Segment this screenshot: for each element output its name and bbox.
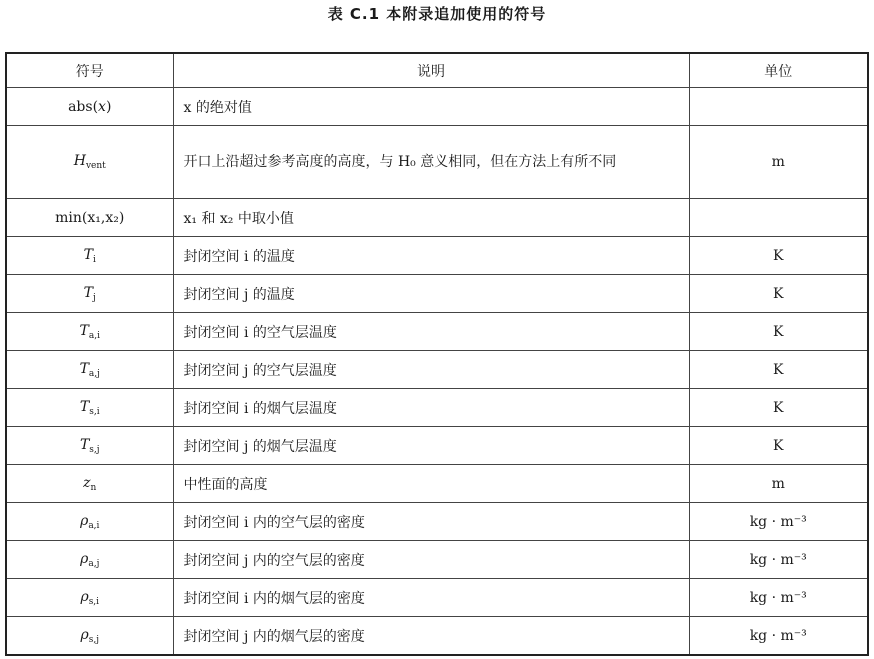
- header-description: 说明: [173, 53, 689, 88]
- table-row: [6, 503, 868, 541]
- symbol-cell: $T_{a,i}$: [6, 313, 173, 351]
- unit-cell: K: [689, 351, 868, 389]
- symbol-cell: $H_{vent}$: [6, 126, 173, 199]
- unit-cell: [689, 88, 868, 126]
- table-caption: 表 C.1 本附录追加使用的符号: [327, 5, 547, 23]
- unit-cell: K: [689, 427, 868, 465]
- symbol-cell: $T_i$: [6, 237, 173, 275]
- unit-cell: m: [689, 465, 868, 503]
- table-row: [6, 617, 868, 656]
- unit-cell: kg · m⁻³: [689, 579, 868, 617]
- symbol-cell: min(x₁,x₂): [6, 199, 173, 237]
- unit-cell: kg · m⁻³: [689, 617, 868, 656]
- table-row: [6, 88, 868, 126]
- header-unit: 单位: [689, 53, 868, 88]
- table-row: [6, 541, 868, 579]
- table-row: [6, 465, 868, 503]
- description-cell: 封闭空间 i 的空气层温度: [173, 313, 689, 351]
- description-cell: 封闭空间 i 的温度: [173, 237, 689, 275]
- unit-cell: K: [689, 275, 868, 313]
- symbol-table: [5, 52, 869, 656]
- description-cell: 封闭空间 i 内的烟气层的密度: [173, 579, 689, 617]
- table-row: [6, 275, 868, 313]
- description-cell: 开口上沿超过参考高度的高度，与 H₀ 意义相同，但在方法上有所不同: [173, 126, 689, 199]
- table-row: [6, 313, 868, 351]
- description-cell: 封闭空间 i 的烟气层温度: [173, 389, 689, 427]
- description-cell: x₁ 和 x₂ 中取小值: [173, 199, 689, 237]
- header-symbol: 符号: [6, 53, 173, 88]
- description-cell: 封闭空间 j 的烟气层温度: [173, 427, 689, 465]
- symbol-cell: $z_n$: [6, 465, 173, 503]
- unit-cell: K: [689, 313, 868, 351]
- unit-cell: m: [689, 126, 868, 199]
- symbol-cell: $T_j$: [6, 275, 173, 313]
- symbol-cell: $\rho_{s,j}$: [6, 617, 173, 656]
- unit-cell: kg · m⁻³: [689, 503, 868, 541]
- description-cell: 封闭空间 j 的温度: [173, 275, 689, 313]
- description-cell: 封闭空间 j 内的空气层的密度: [173, 541, 689, 579]
- table-row: [6, 237, 868, 275]
- unit-cell: kg · m⁻³: [689, 541, 868, 579]
- table-row: [6, 199, 868, 237]
- table-row: [6, 351, 868, 389]
- table-row: [6, 579, 868, 617]
- unit-cell: K: [689, 389, 868, 427]
- description-cell: 封闭空间 j 内的烟气层的密度: [173, 617, 689, 656]
- table-header-row: [6, 53, 868, 88]
- description-cell: 封闭空间 i 内的空气层的密度: [173, 503, 689, 541]
- table-row: [6, 126, 868, 199]
- table-row: [6, 427, 868, 465]
- symbol-cell: $T_{a,j}$: [6, 351, 173, 389]
- symbol-cell: $T_{s,i}$: [6, 389, 173, 427]
- unit-cell: K: [689, 237, 868, 275]
- symbol-cell: $T_{s,j}$: [6, 427, 173, 465]
- description-cell: x 的绝对值: [173, 88, 689, 126]
- symbol-cell: $\rho_{s,i}$: [6, 579, 173, 617]
- table-row: [6, 389, 868, 427]
- symbol-cell: $\rho_{a,j}$: [6, 541, 173, 579]
- symbol-cell: abs(x): [6, 88, 173, 126]
- symbol-cell: $\rho_{a,i}$: [6, 503, 173, 541]
- description-cell: 中性面的高度: [173, 465, 689, 503]
- description-cell: 封闭空间 j 的空气层温度: [173, 351, 689, 389]
- unit-cell: [689, 199, 868, 237]
